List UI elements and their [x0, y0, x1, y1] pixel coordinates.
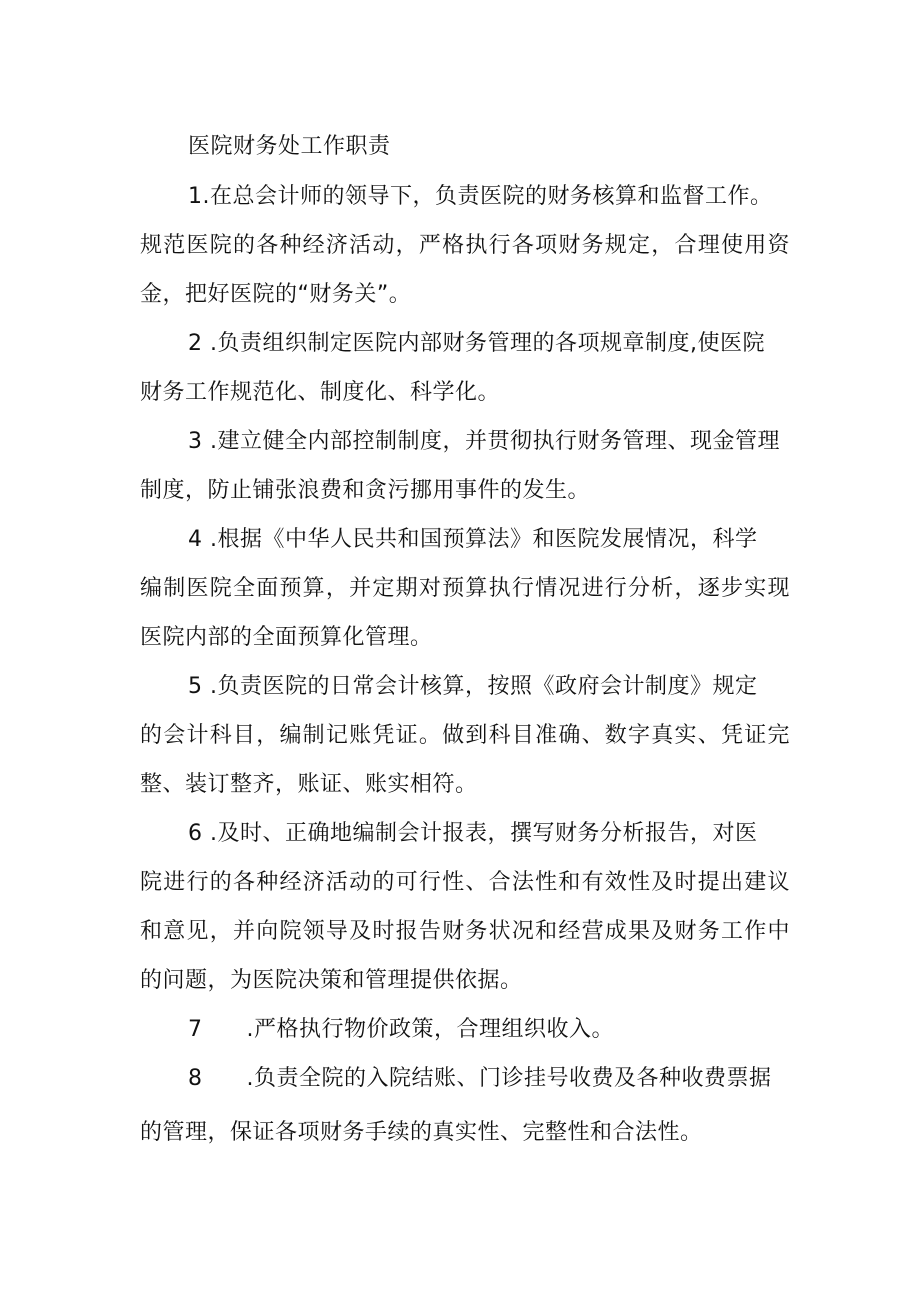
paragraph-7-first-line	[188, 1015, 614, 1045]
paragraph-5-first-line	[188, 672, 758, 702]
paragraph-5-line: 整、装订整齐，账证、账实相符。	[140, 772, 478, 797]
paragraph-number: 3 .	[188, 429, 218, 454]
paragraph-number: 6 .	[188, 821, 218, 846]
paragraph-3-line: 制度，防止铺张浪费和贪污挪用事件的发生。	[140, 478, 591, 503]
paragraph-6-line: 和意见，并向院领导及时报告财务状况和经营成果及财务工作中	[140, 919, 790, 944]
paragraph-number: 5 .	[188, 674, 218, 699]
paragraph-8-line: 的管理，保证各项财务手续的真实性、完整性和合法性。	[140, 1120, 703, 1145]
paragraph-text: .负责全院的入院结账、门诊挂号收费及各种收费票据	[246, 1066, 772, 1091]
paragraph-1-line: 规范医院的各种经济活动，严格执行各项财务规定，合理使用资	[140, 233, 790, 258]
paragraph-text: 负责组织制定医院内部财务管理的各项规章制度,使医院	[217, 331, 765, 356]
paragraph-1-line: 金，把好医院的“财务关”。	[140, 282, 412, 307]
paragraph-number: 8	[188, 1066, 203, 1091]
paragraph-6-first-line	[188, 819, 758, 849]
paragraph-1-first-line	[188, 182, 773, 212]
paragraph-4-line: 医院内部的全面预算化管理。	[140, 625, 433, 650]
paragraph-2-line: 财务工作规范化、制度化、科学化。	[140, 380, 501, 405]
paragraph-2-first-line	[188, 329, 765, 359]
paragraph-text: .严格执行物价政策，合理组织收入。	[246, 1017, 614, 1042]
paragraph-number: 2 .	[188, 331, 218, 356]
paragraph-4-first-line	[188, 525, 758, 555]
paragraph-8-first-line	[188, 1064, 772, 1094]
paragraph-5-line: 的会计科目，编制记账凭证。做到科目准确、数字真实、凭证完	[140, 723, 790, 748]
paragraph-text: 建立健全内部控制制度，并贯彻执行财务管理、现金管理	[217, 429, 780, 454]
document-title: 医院财务处工作职责	[188, 134, 391, 159]
paragraph-text: 负责医院的日常会计核算，按照《政府会计制度》规定	[217, 674, 758, 699]
paragraph-6-line: 的问题，为医院决策和管理提供依据。	[140, 968, 523, 993]
paragraph-number: 4 .	[188, 527, 218, 552]
paragraph-number: 7	[188, 1017, 203, 1042]
paragraph-text: 在总会计师的领导下，负责医院的财务核算和监督工作。	[210, 184, 773, 209]
paragraph-4-line: 编制医院全面预算，并定期对预算执行情况进行分析，逐步实现	[140, 576, 790, 601]
paragraph-text: 根据《中华人民共和国预算法》和医院发展情况，科学	[217, 527, 758, 552]
paragraph-number: 1.	[188, 184, 210, 209]
paragraph-6-line: 院进行的各种经济活动的可行性、合法性和有效性及时提出建议	[140, 870, 790, 895]
paragraph-3-first-line	[188, 427, 780, 457]
paragraph-text: 及时、正确地编制会计报表，撰写财务分析报告，对医	[217, 821, 758, 846]
